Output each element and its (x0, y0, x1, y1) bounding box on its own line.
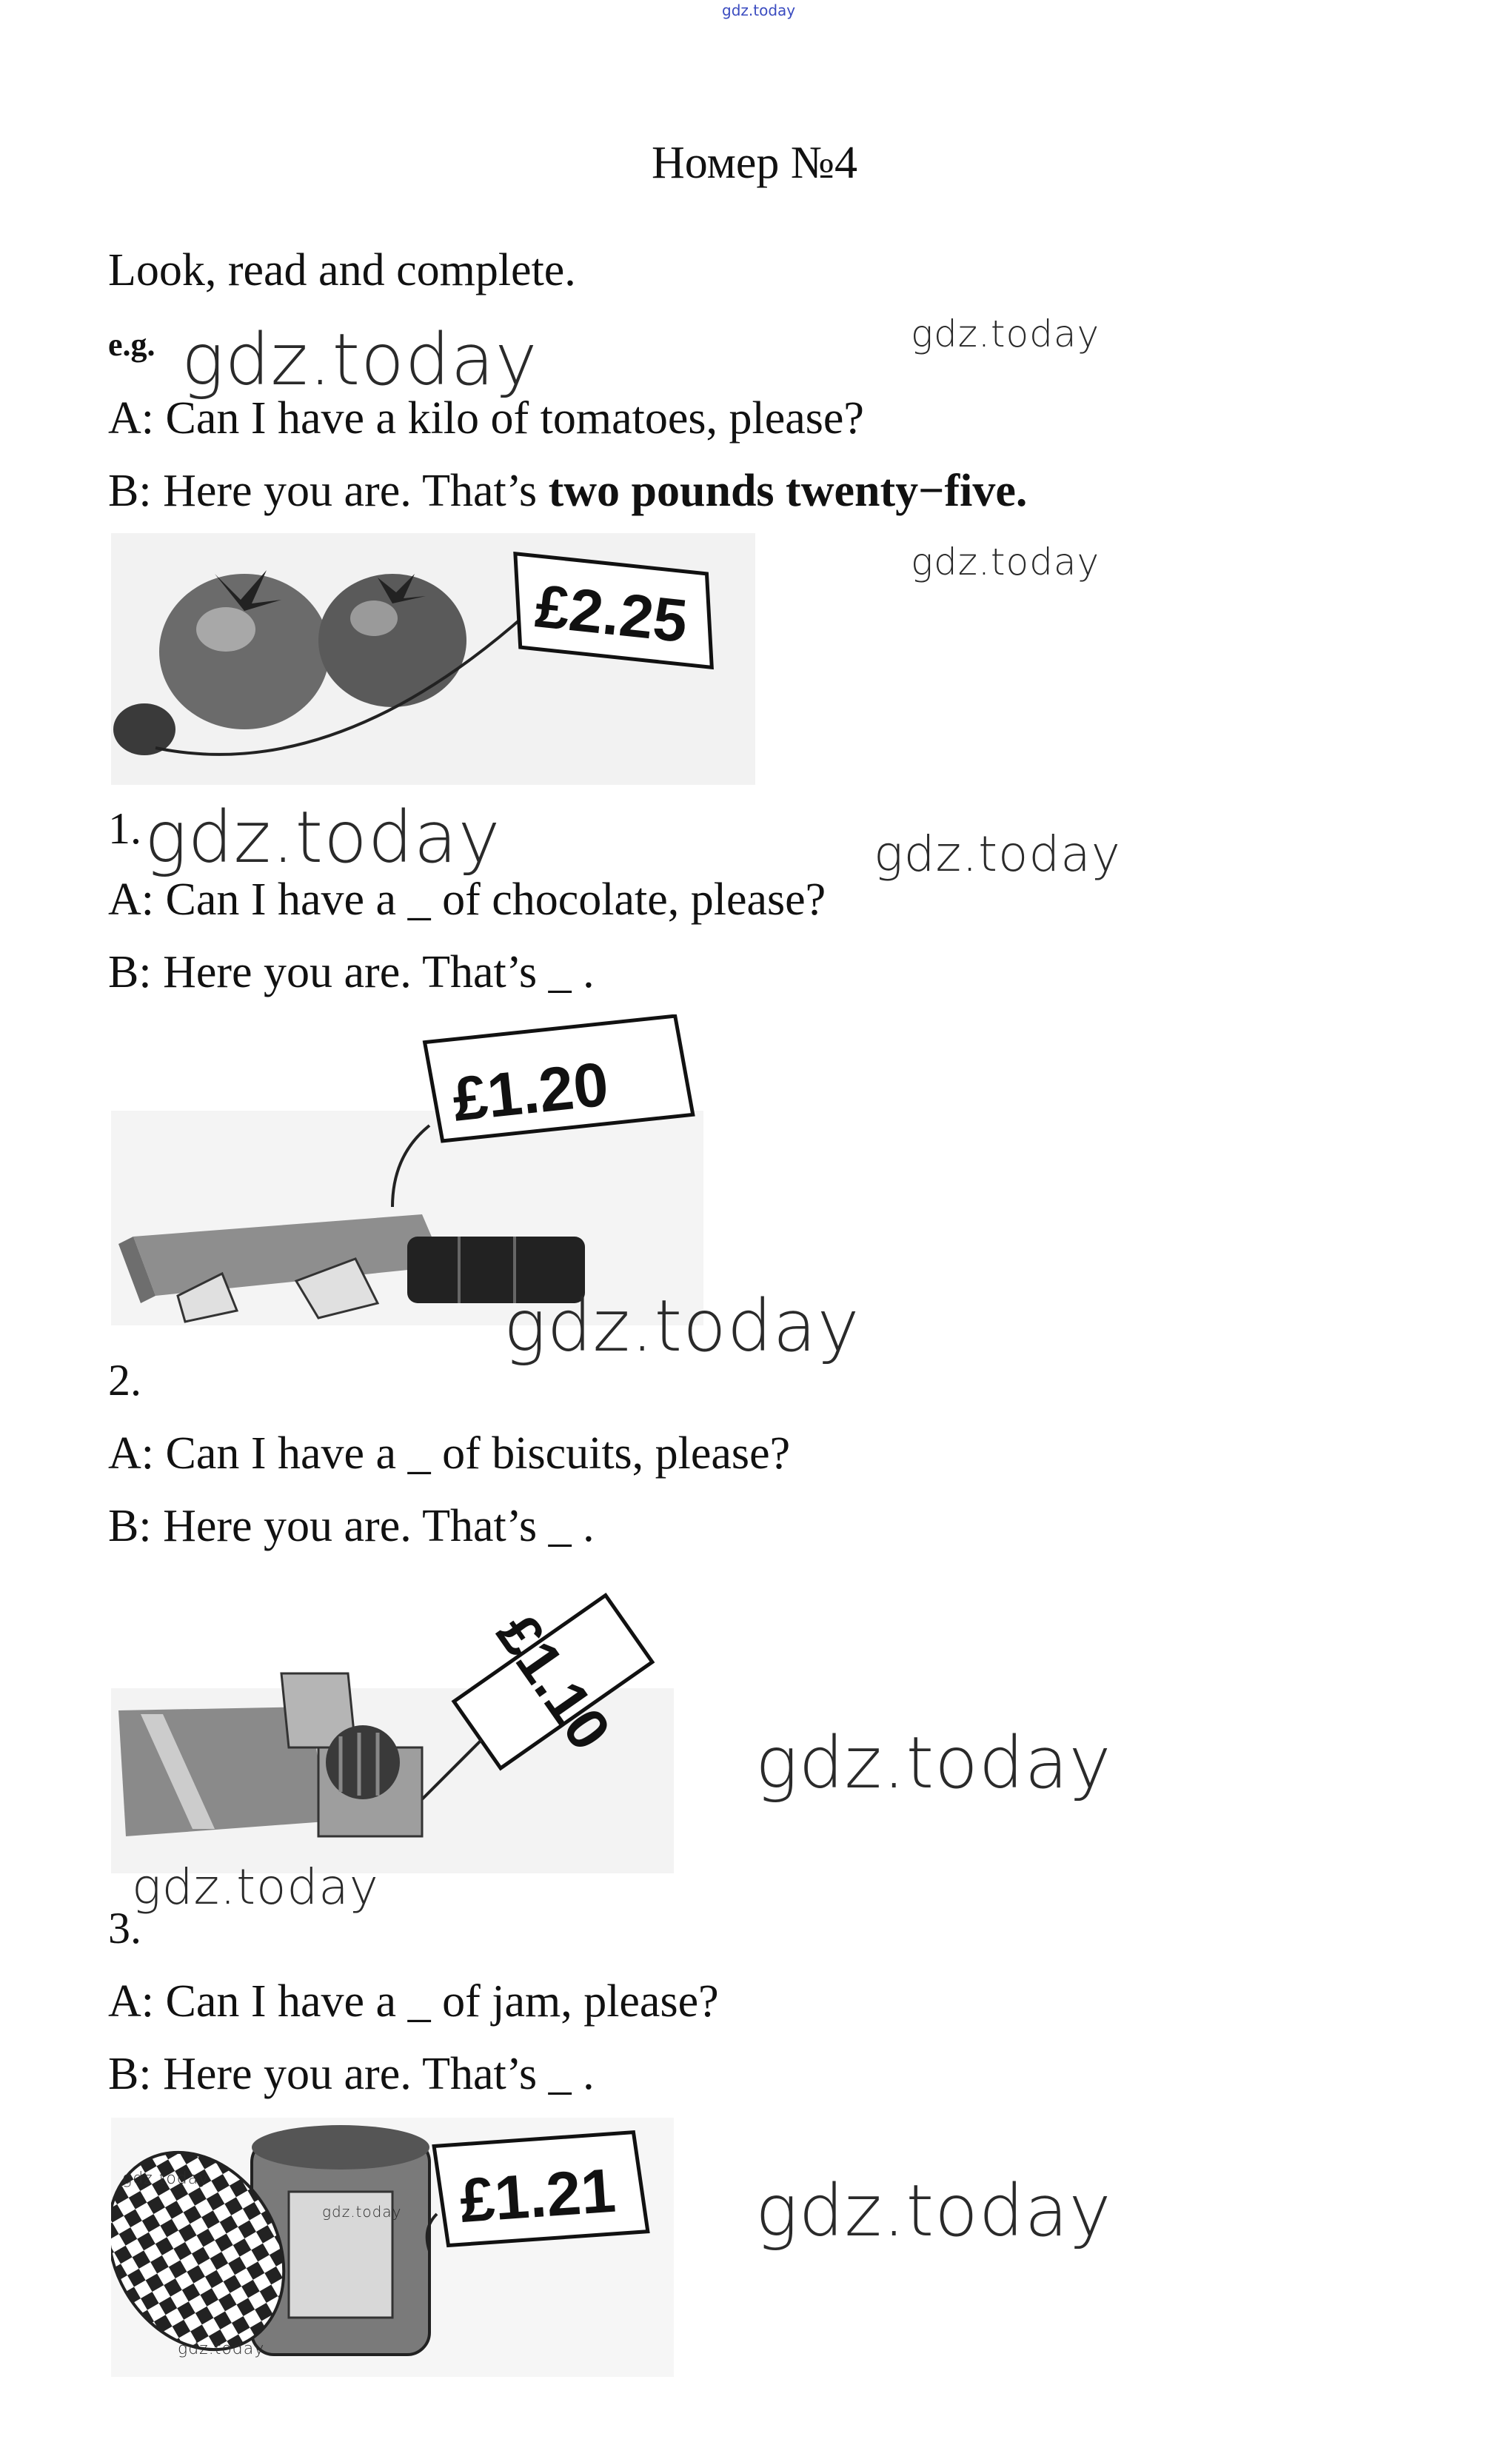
item-3-price-tag: £1.21 (458, 2155, 618, 2236)
tomatoes-picture (111, 533, 755, 785)
item-1-line-a: A: Can I have a _ of chocolate, please? (108, 874, 826, 925)
page-title: Номер №4 (652, 138, 858, 188)
item-2-line-b: B: Here you are. That’s _ . (108, 1501, 595, 1551)
item-3-line-b: B: Here you are. That’s _ . (108, 2049, 595, 2099)
item-1-price-tag: £1.20 (449, 1048, 612, 1134)
item-1-line-b: B: Here you are. That’s _ . (108, 947, 595, 997)
biscuits-picture (111, 1577, 674, 1873)
watermark: gdz.today (755, 1722, 1112, 1804)
item-2-label: 2. (108, 1356, 141, 1405)
item-3-label: 3. (108, 1904, 141, 1953)
example-price-tag: £2.25 (532, 572, 691, 656)
watermark: gdz.today (504, 1285, 860, 1368)
example-line-b-text: B: Here you are. That’s (108, 466, 549, 516)
watermark: gdz.today (874, 826, 1121, 883)
watermark: gdz.today (132, 1859, 379, 1916)
watermark: gdz.today (911, 312, 1100, 355)
item-2-line-a: A: Can I have a _ of biscuits, please? (108, 1428, 791, 1479)
watermark: gdz.today (122, 2170, 210, 2188)
top-watermark: gdz.today (722, 1, 796, 19)
item-1-label: 1. (108, 804, 141, 853)
chocolate-picture (111, 1014, 703, 1325)
example-answer: two pounds twenty−five. (548, 466, 1028, 516)
example-line-a: A: Can I have a kilo of tomatoes, please? (108, 393, 864, 444)
example-label: e.g. (108, 327, 155, 363)
item-2-price-tag: £1.10 (484, 1602, 623, 1762)
example-line-b (108, 465, 1027, 518)
instruction-text: Look, read and complete. (108, 245, 576, 295)
watermark: gdz.today (181, 318, 538, 401)
watermark: gdz.today (911, 541, 1100, 583)
watermark: gdz.today (322, 2203, 402, 2221)
jam-picture (111, 2118, 674, 2377)
watermark: gdz.today (178, 2340, 265, 2358)
watermark: gdz.today (144, 796, 501, 879)
watermark: gdz.today (755, 2170, 1112, 2252)
item-3-line-a: A: Can I have a _ of jam, please? (108, 1976, 719, 2027)
